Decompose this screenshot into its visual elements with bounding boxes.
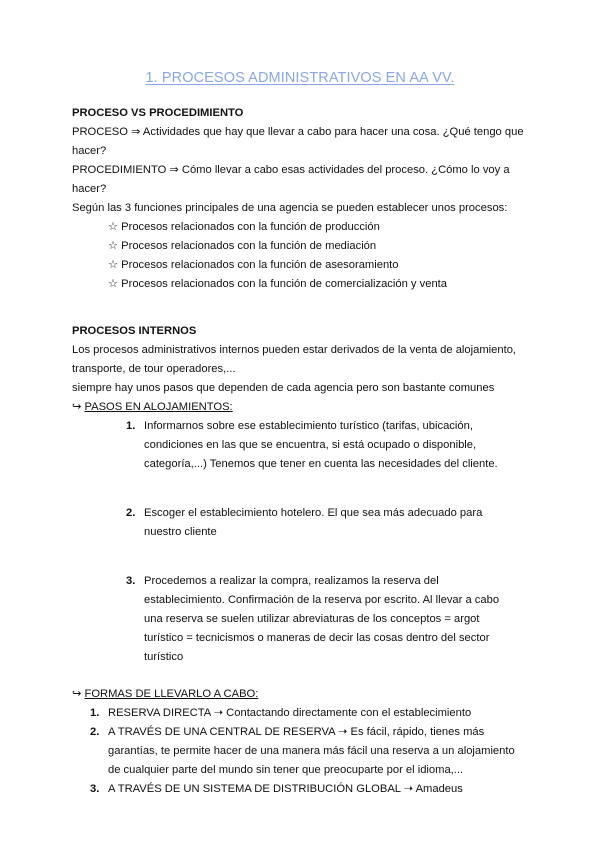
formas-list (72, 704, 532, 799)
section-heading-procesos-internos: PROCESOS INTERNOS (72, 325, 197, 337)
list-item: ☆ Procesos relacionados con la función de asesoramiento (108, 259, 399, 271)
step-number: 1. (126, 420, 136, 432)
funciones-intro: Según las 3 funciones principales de una agencia se pueden establecer unos procesos: (72, 202, 508, 214)
list-item (126, 572, 518, 667)
step-number: 1. (90, 707, 100, 719)
pasos-subheading (72, 398, 532, 417)
page-title: 1. PROCESOS ADMINISTRATIVOS EN AA VV. (145, 70, 455, 86)
step-text: Procedemos a realizar la compra, realizamos la reserva del establecimiento. Confirmación de la reserva por escrito. Al llevar a cabo una reserva se suelen utilizar abreviaturas de los conceptos = argot turístico = tecnicismos o maneras de decir las cosas dentro del sector turístico (144, 575, 500, 663)
step-text: RESERVA DIRECTA ➝ Contactando directamente con el establecimiento (108, 707, 472, 719)
formas-label: FORMAS DE LLEVARLO A CABO: (84, 688, 259, 700)
step-text: A TRAVÉS DE UN SISTEMA DE DISTRIBUCIÓN GLOBAL ➝ Amadeus (108, 783, 463, 795)
list-item: ☆ Procesos relacionados con la función de comercialización y venta (108, 278, 447, 290)
document-content (72, 104, 532, 799)
step-number: 3. (90, 783, 100, 795)
procesos-list (72, 218, 532, 294)
list-item (90, 723, 530, 780)
pasos-comunes-paragraph: siempre hay unos pasos que dependen de cada agencia pero son bastante comunes (72, 382, 495, 394)
procesos-internos-paragraph: Los procesos administrativos internos pueden estar derivados de la venta de alojamiento, transporte, de tour operadores,... (72, 344, 517, 375)
list-item: ☆ Procesos relacionados con la función de producción (108, 221, 380, 233)
step-text: Informarnos sobre ese establecimiento turístico (tarifas, ubicación, condiciones en las que se encuentra, si está ocupado o disponible, categoría,...) Tenemos que tener en cuenta las necesidades del cliente. (144, 420, 498, 470)
hook-arrow-icon: ↪ (72, 688, 85, 700)
proceso-definition: PROCESO ⇒ Actividades que hay que llevar a cabo para hacer una cosa. ¿Qué tengo que hacer? (72, 126, 524, 157)
formas-subheading (72, 685, 532, 704)
spacer (72, 294, 532, 322)
step-text: Escoger el establecimiento hotelero. El que sea más adecuado para nuestro cliente (144, 507, 483, 538)
step-number: 2. (126, 507, 136, 519)
list-item (126, 504, 518, 542)
list-item (90, 704, 530, 723)
procedimiento-definition: PROCEDIMIENTO ⇒ Cómo llevar a cabo esas actividades del proceso. ¿Cómo lo voy a hacer? (72, 164, 510, 195)
step-number: 3. (126, 575, 136, 587)
list-item (90, 780, 530, 799)
step-number: 2. (90, 726, 100, 738)
spacer (72, 667, 532, 685)
section-heading-proceso-vs-procedimiento: PROCESO VS PROCEDIMIENTO (72, 107, 244, 119)
step-text: A TRAVÉS DE UNA CENTRAL DE RESERVA ➝ Es fácil, rápido, tienes más garantías, te permite hacer de una manera más fácil una reserva a un alojamiento de cualquier parte del mundo sin tener que preocuparte por el idioma,... (108, 726, 515, 776)
pasos-list (72, 417, 532, 667)
hook-arrow-icon: ↪ (72, 401, 85, 413)
pasos-label: PASOS EN ALOJAMIENTOS: (84, 401, 233, 413)
list-item: ☆ Procesos relacionados con la función de mediación (108, 240, 377, 252)
list-item (126, 417, 518, 474)
